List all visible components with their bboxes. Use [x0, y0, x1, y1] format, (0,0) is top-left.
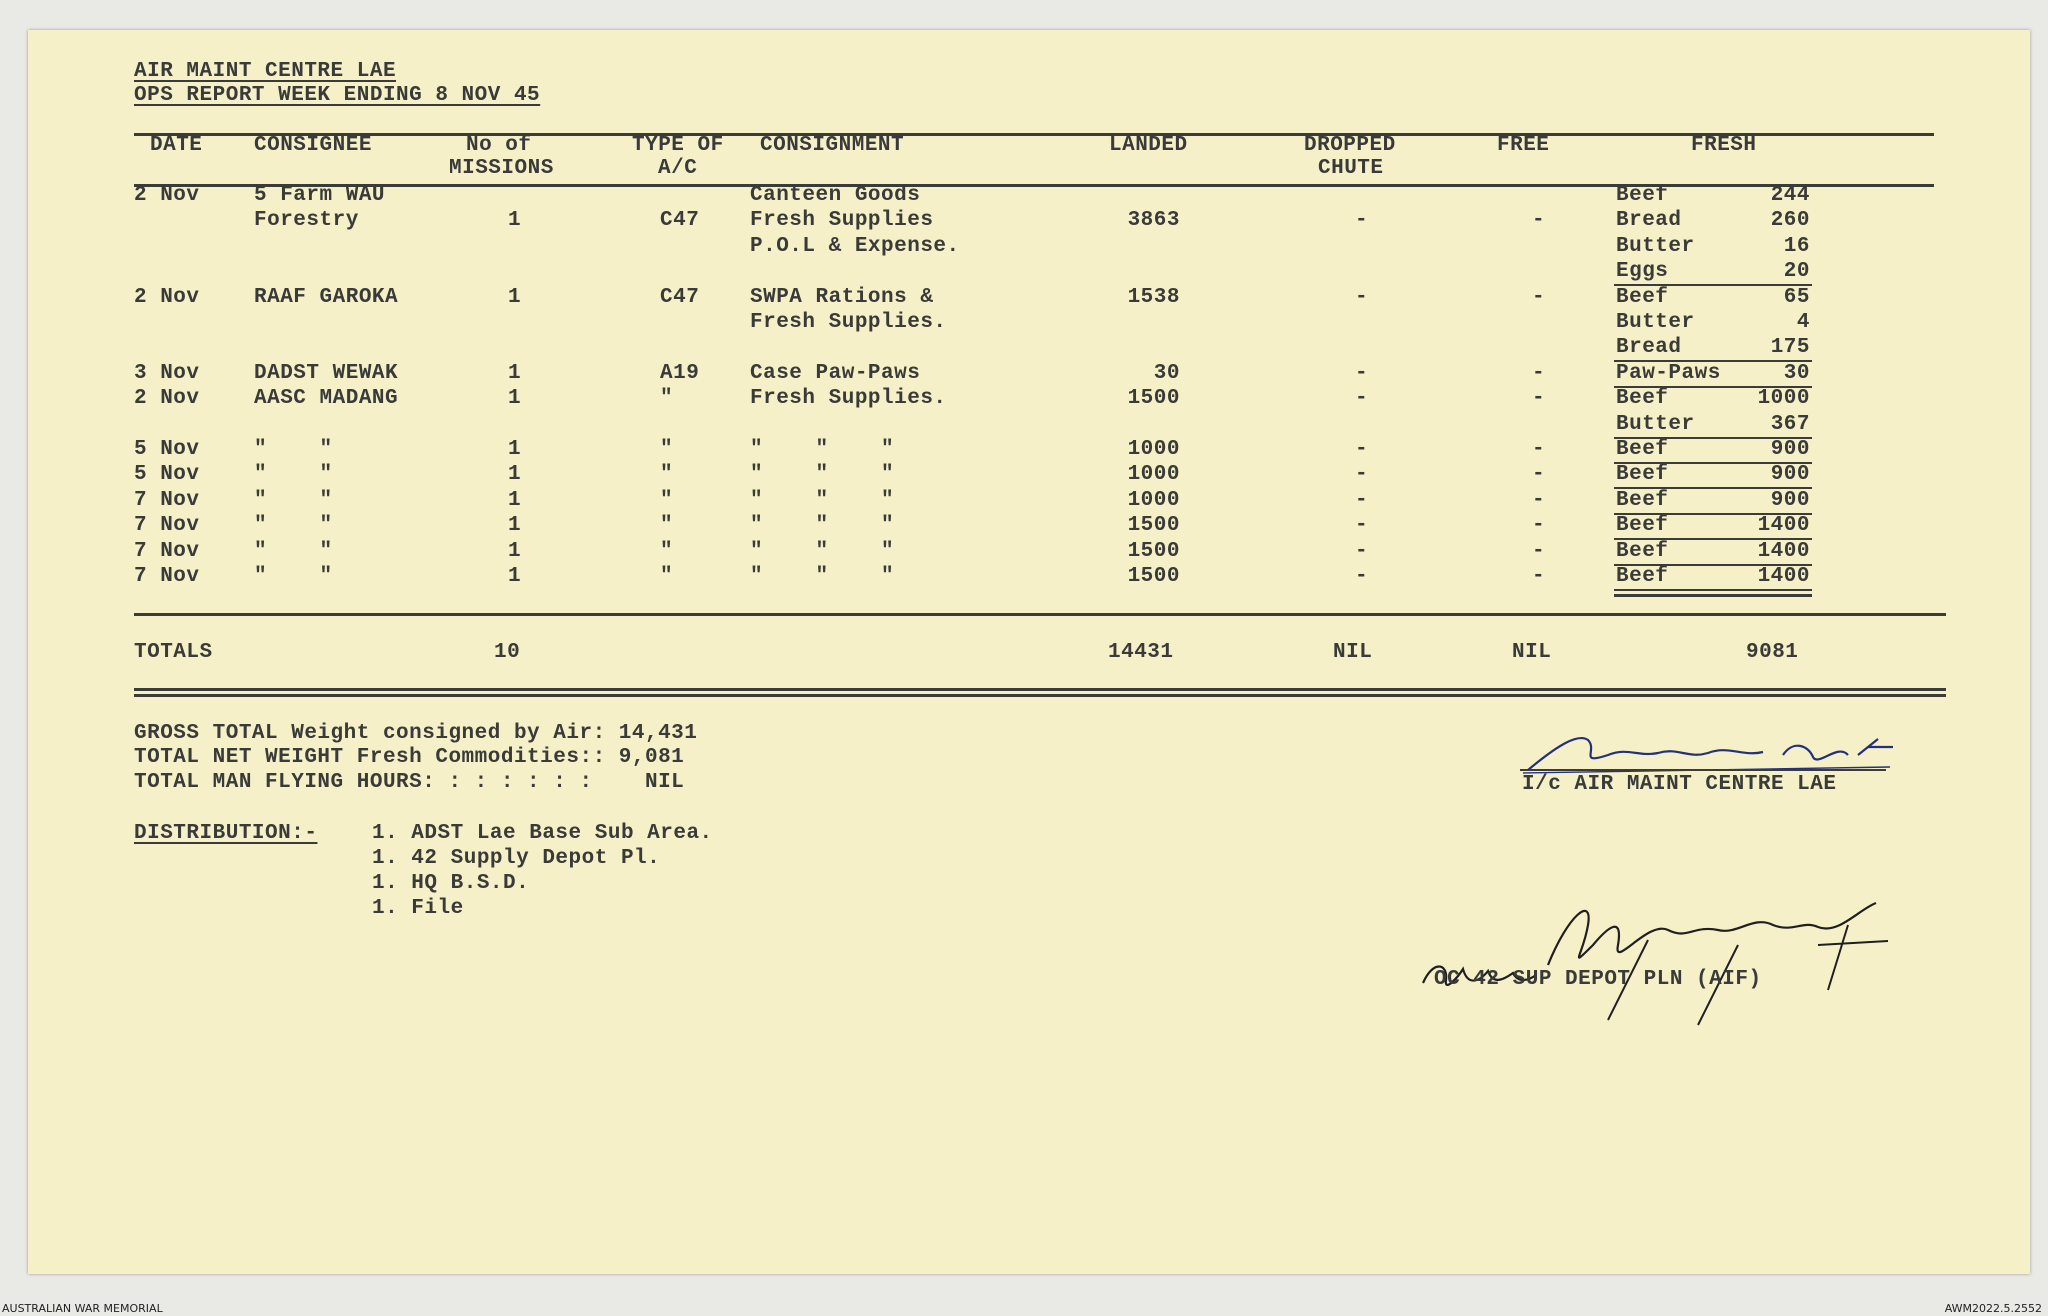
cell-date: 5 Nov: [134, 438, 200, 461]
cell-fresh-qty: 367: [1770, 412, 1810, 436]
col-missions-line1: No of: [466, 134, 532, 157]
totals-top-rule: [134, 613, 1946, 616]
col-dropped-line2: CHUTE: [1318, 157, 1384, 180]
cell-aircraft-type: ": [660, 463, 674, 487]
summary-flying-hours: TOTAL MAN FLYING HOURS: : : : : : : NIL: [134, 771, 685, 794]
col-consignment: CONSIGNMENT: [760, 134, 905, 157]
cell-landed: 30: [1153, 361, 1180, 385]
distribution-item: 1. ADST Lae Base Sub Area.: [372, 822, 713, 845]
cell-aircraft-type: C47: [660, 209, 700, 233]
cell-missions: 1: [508, 565, 522, 588]
col-type-line2: A/C: [658, 157, 698, 180]
totals-label: TOTALS: [134, 641, 213, 664]
cell-consignment: Canteen Goods: [750, 184, 921, 207]
cell-free: -: [1532, 539, 1546, 563]
fresh-subtotal-underline: [1614, 589, 1812, 591]
cell-missions: 1: [508, 361, 522, 385]
distribution-item: 1. File: [372, 897, 464, 920]
cell-date: 7 Nov: [134, 514, 200, 538]
cell-consignment: SWPA Rations &: [750, 285, 934, 309]
cell-landed: 1500: [1127, 565, 1180, 588]
cell-consignment: Fresh Supplies.: [750, 387, 947, 411]
cell-fresh-item: Paw-Paws: [1616, 361, 1721, 385]
cell-landed: 1538: [1127, 285, 1180, 309]
cell-fresh-qty: 900: [1770, 438, 1810, 461]
cell-fresh-qty: 1400: [1757, 514, 1810, 538]
totals-missions: 10: [494, 641, 521, 664]
summary-gross-weight: GROSS TOTAL Weight consigned by Air: 14,431: [134, 722, 698, 745]
totals-bottom-rule-2: [134, 694, 1946, 697]
cell-free: -: [1532, 361, 1546, 385]
cell-date: 2 Nov: [134, 285, 200, 309]
cell-aircraft-type: ": [660, 387, 674, 411]
cell-dropped: -: [1355, 361, 1369, 385]
table-top-rule: [134, 133, 1934, 136]
cell-fresh-item: Beef: [1616, 184, 1669, 207]
cell-dropped: -: [1355, 209, 1369, 233]
cell-date: 2 Nov: [134, 184, 200, 207]
cell-consignment: Case Paw-Paws: [750, 361, 921, 385]
cell-consignment: " " ": [750, 514, 895, 538]
cell-aircraft-type: A19: [660, 361, 700, 385]
cell-fresh-qty: 900: [1770, 488, 1810, 512]
cell-dropped: -: [1355, 514, 1369, 538]
cell-missions: 1: [508, 488, 522, 512]
cell-aircraft-type: ": [660, 438, 674, 461]
cell-fresh-qty: 244: [1770, 184, 1810, 207]
cell-fresh-item: Beef: [1616, 463, 1669, 487]
cell-consignment: Fresh Supplies.: [750, 311, 947, 334]
cell-fresh-item: Beef: [1616, 565, 1669, 588]
col-type-line1: TYPE OF: [632, 134, 724, 157]
cell-date: 3 Nov: [134, 361, 200, 385]
cell-consignee: " ": [254, 488, 333, 512]
report-week-title: OPS REPORT WEEK ENDING 8 NOV 45: [134, 84, 541, 107]
distribution-item: 1. 42 Supply Depot Pl.: [372, 847, 661, 870]
cell-consignee: RAAF GAROKA: [254, 285, 399, 309]
cell-fresh-item: Bread: [1616, 209, 1682, 233]
cell-landed: 1000: [1127, 463, 1180, 487]
cell-fresh-qty: 20: [1783, 260, 1810, 284]
cell-consignment: Fresh Supplies: [750, 209, 934, 233]
cell-consignment: " " ": [750, 438, 895, 461]
cell-fresh-item: Butter: [1616, 412, 1695, 436]
cell-fresh-qty: 16: [1783, 234, 1810, 258]
cell-landed: 1500: [1127, 539, 1180, 563]
signature-title-air-maint: I/c AIR MAINT CENTRE LAE: [1522, 773, 1837, 796]
cell-missions: 1: [508, 285, 522, 309]
cell-date: 5 Nov: [134, 463, 200, 487]
cell-fresh-qty: 65: [1783, 285, 1810, 309]
cell-consignee: DADST WEWAK: [254, 361, 399, 385]
cell-fresh-qty: 1400: [1757, 539, 1810, 563]
totals-landed: 14431: [1108, 641, 1174, 664]
cell-landed: 1500: [1127, 514, 1180, 538]
col-missions-line2: MISSIONS: [449, 157, 554, 180]
cell-fresh-item: Butter: [1616, 234, 1695, 258]
cell-consignment: " " ": [750, 539, 895, 563]
cell-missions: 1: [508, 209, 522, 233]
cell-dropped: -: [1355, 565, 1369, 588]
cell-dropped: -: [1355, 387, 1369, 411]
cell-aircraft-type: ": [660, 565, 674, 588]
cell-consignment: " " ": [750, 463, 895, 487]
cell-fresh-item: Beef: [1616, 387, 1669, 411]
cell-landed: 1500: [1127, 387, 1180, 411]
distribution-label: DISTRIBUTION:-: [134, 822, 318, 845]
cell-fresh-item: Beef: [1616, 285, 1669, 309]
cell-aircraft-type: C47: [660, 285, 700, 309]
col-date: DATE: [150, 134, 203, 157]
cell-dropped: -: [1355, 285, 1369, 309]
cell-consignee: " ": [254, 539, 333, 563]
cell-date: 7 Nov: [134, 565, 200, 588]
cell-consignment: " " ": [750, 565, 895, 588]
cell-missions: 1: [508, 387, 522, 411]
cell-consignment: " " ": [750, 488, 895, 512]
cell-fresh-item: Beef: [1616, 488, 1669, 512]
cell-dropped: -: [1355, 438, 1369, 461]
cell-missions: 1: [508, 438, 522, 461]
signature-line-1: [1520, 769, 1886, 771]
report-unit-title: AIR MAINT CENTRE LAE: [134, 60, 397, 83]
cell-consignee: AASC MADANG: [254, 387, 399, 411]
cell-date: 7 Nov: [134, 539, 200, 563]
cell-consignee: " ": [254, 438, 333, 461]
cell-missions: 1: [508, 514, 522, 538]
cell-fresh-qty: 30: [1783, 361, 1810, 385]
footer-institution: AUSTRALIAN WAR MEMORIAL: [2, 1302, 163, 1315]
cell-landed: 3863: [1127, 209, 1180, 233]
col-fresh: FRESH: [1691, 134, 1757, 157]
cell-fresh-qty: 4: [1796, 311, 1810, 334]
cell-free: -: [1532, 514, 1546, 538]
cell-missions: 1: [508, 539, 522, 563]
cell-fresh-item: Beef: [1616, 438, 1669, 461]
cell-fresh-qty: 1000: [1757, 387, 1810, 411]
cell-landed: 1000: [1127, 438, 1180, 461]
signature-title-supply-depot: OC 42 SUP DEPOT PLN (AIF): [1434, 968, 1762, 991]
cell-missions: 1: [508, 463, 522, 487]
cell-date: 2 Nov: [134, 387, 200, 411]
cell-consignee: " ": [254, 463, 333, 487]
cell-fresh-qty: 1400: [1757, 565, 1810, 588]
totals-bottom-rule-1: [134, 688, 1946, 691]
cell-free: -: [1532, 438, 1546, 461]
totals-fresh: 9081: [1746, 641, 1799, 664]
distribution-item: 1. HQ B.S.D.: [372, 872, 530, 895]
summary-net-weight: TOTAL NET WEIGHT Fresh Commodities:: 9,081: [134, 746, 685, 769]
cell-fresh-item: Eggs: [1616, 260, 1669, 284]
cell-free: -: [1532, 209, 1546, 233]
cell-fresh-item: Beef: [1616, 514, 1669, 538]
cell-fresh-qty: 900: [1770, 463, 1810, 487]
cell-free: -: [1532, 488, 1546, 512]
cell-free: -: [1532, 463, 1546, 487]
cell-fresh-item: Bread: [1616, 336, 1682, 360]
cell-free: -: [1532, 387, 1546, 411]
cell-consignee: " ": [254, 514, 333, 538]
cell-dropped: -: [1355, 463, 1369, 487]
cell-free: -: [1532, 285, 1546, 309]
col-free: FREE: [1497, 134, 1550, 157]
cell-consignee: " ": [254, 565, 333, 588]
cell-aircraft-type: ": [660, 539, 674, 563]
cell-consignee: Forestry: [254, 209, 359, 233]
cell-date: 7 Nov: [134, 488, 200, 512]
col-landed: LANDED: [1109, 134, 1188, 157]
cell-dropped: -: [1355, 539, 1369, 563]
col-dropped-line1: DROPPED: [1304, 134, 1396, 157]
cell-fresh-item: Butter: [1616, 311, 1695, 334]
cell-fresh-item: Beef: [1616, 539, 1669, 563]
totals-dropped: NIL: [1333, 641, 1373, 664]
footer-accession-number: AWM2022.5.2552: [1944, 1302, 2042, 1315]
cell-free: -: [1532, 565, 1546, 588]
totals-free: NIL: [1512, 641, 1552, 664]
col-consignee: CONSIGNEE: [254, 134, 372, 157]
cell-fresh-qty: 175: [1770, 336, 1810, 360]
cell-aircraft-type: ": [660, 514, 674, 538]
cell-fresh-qty: 260: [1770, 209, 1810, 233]
cell-landed: 1000: [1127, 488, 1180, 512]
cell-dropped: -: [1355, 488, 1369, 512]
fresh-total-underline: [1614, 594, 1812, 597]
cell-consignee: 5 Farm WAU: [254, 184, 386, 207]
handwritten-signature-montgomery: [1418, 885, 1918, 1035]
cell-aircraft-type: ": [660, 488, 674, 512]
cell-consignment: P.O.L & Expense.: [750, 234, 960, 258]
